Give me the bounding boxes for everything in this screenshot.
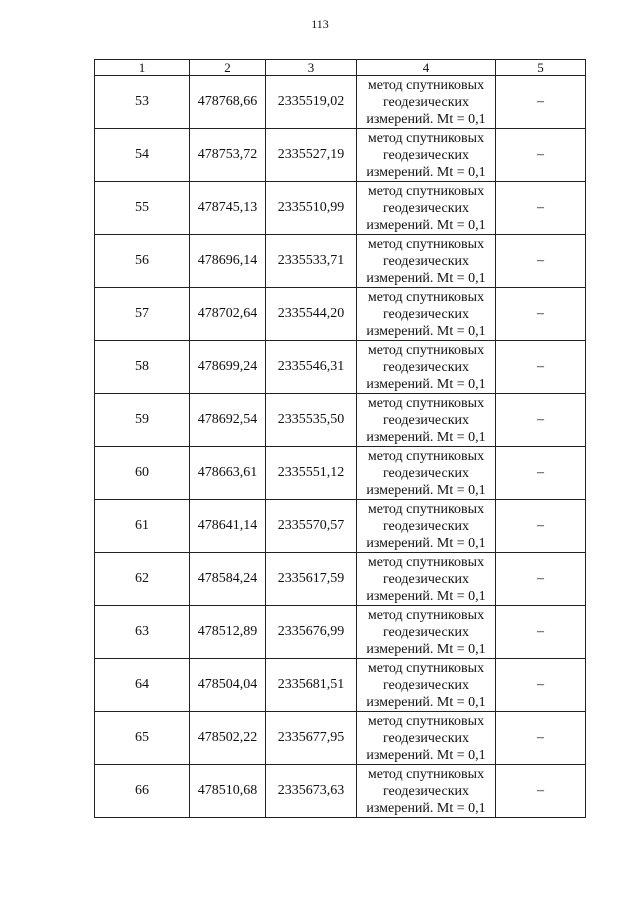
method-line-1: метод спутниковых [367, 766, 485, 782]
point-number: 59 [95, 394, 190, 447]
point-number: 60 [95, 447, 190, 500]
coordinate-y: 2335681,51 [266, 659, 357, 712]
method-line-3: измерений. Mt = 0,1 [366, 111, 486, 127]
coordinate-y: 2335535,50 [266, 394, 357, 447]
coordinate-x: 478699,24 [190, 341, 266, 394]
method-line-2: геодезических [382, 518, 469, 534]
method-description [357, 129, 496, 182]
note-cell: – [496, 606, 586, 659]
note-cell: – [496, 712, 586, 765]
table-row [95, 500, 586, 553]
point-number: 55 [95, 182, 190, 235]
method-line-2: геодезических [382, 253, 469, 269]
method-line-1: метод спутниковых [367, 448, 485, 464]
column-header-4: 4 [357, 60, 496, 76]
page-number: 113 [311, 17, 329, 31]
method-line-3: измерений. Mt = 0,1 [366, 164, 486, 180]
point-number: 61 [95, 500, 190, 553]
method-line-1: метод спутниковых [367, 501, 485, 517]
method-description [357, 394, 496, 447]
method-line-2: геодезических [382, 306, 469, 322]
note-cell: – [496, 447, 586, 500]
coordinate-y: 2335546,31 [266, 341, 357, 394]
point-number: 58 [95, 341, 190, 394]
method-line-2: геодезических [382, 783, 469, 799]
method-line-2: геодезических [382, 465, 469, 481]
point-number: 62 [95, 553, 190, 606]
coordinate-y: 2335677,95 [266, 712, 357, 765]
method-description [357, 606, 496, 659]
point-number: 56 [95, 235, 190, 288]
method-line-1: метод спутниковых [367, 130, 485, 146]
table-row [95, 712, 586, 765]
method-line-1: метод спутниковых [367, 660, 485, 676]
method-line-3: измерений. Mt = 0,1 [366, 800, 486, 816]
coordinate-x: 478753,72 [190, 129, 266, 182]
table-row [95, 288, 586, 341]
method-description [357, 659, 496, 712]
point-number: 63 [95, 606, 190, 659]
method-description [357, 76, 496, 129]
table-row [95, 76, 586, 129]
method-line-1: метод спутниковых [367, 607, 485, 623]
method-line-1: метод спутниковых [367, 289, 485, 305]
method-line-1: метод спутниковых [367, 554, 485, 570]
note-cell: – [496, 553, 586, 606]
coordinate-y: 2335544,20 [266, 288, 357, 341]
point-number: 54 [95, 129, 190, 182]
method-line-2: геодезических [382, 571, 469, 587]
coordinate-y: 2335673,63 [266, 765, 357, 818]
method-description [357, 553, 496, 606]
method-description [357, 500, 496, 553]
column-header-2: 2 [190, 60, 266, 76]
coordinate-x: 478745,13 [190, 182, 266, 235]
method-line-3: измерений. Mt = 0,1 [366, 270, 486, 286]
coordinate-y: 2335676,99 [266, 606, 357, 659]
method-line-1: метод спутниковых [367, 183, 485, 199]
note-cell: – [496, 129, 586, 182]
coordinate-x: 478512,89 [190, 606, 266, 659]
coordinate-x: 478702,64 [190, 288, 266, 341]
coordinate-y: 2335617,59 [266, 553, 357, 606]
method-line-1: метод спутниковых [367, 77, 485, 93]
note-cell: – [496, 659, 586, 712]
point-number: 65 [95, 712, 190, 765]
method-line-3: измерений. Mt = 0,1 [366, 535, 486, 551]
note-cell: – [496, 341, 586, 394]
point-number: 53 [95, 76, 190, 129]
method-line-3: измерений. Mt = 0,1 [366, 429, 486, 445]
note-cell: – [496, 288, 586, 341]
method-line-3: измерений. Mt = 0,1 [366, 482, 486, 498]
method-line-3: измерений. Mt = 0,1 [366, 588, 486, 604]
coordinates-table [94, 59, 586, 818]
coordinate-y: 2335570,57 [266, 500, 357, 553]
coordinate-x: 478696,14 [190, 235, 266, 288]
table-row [95, 235, 586, 288]
coordinate-x: 478584,24 [190, 553, 266, 606]
method-line-3: измерений. Mt = 0,1 [366, 747, 486, 763]
coordinate-y: 2335510,99 [266, 182, 357, 235]
method-line-1: метод спутниковых [367, 395, 485, 411]
method-line-3: измерений. Mt = 0,1 [366, 217, 486, 233]
method-line-2: геодезических [382, 624, 469, 640]
point-number: 64 [95, 659, 190, 712]
table-row [95, 765, 586, 818]
table-row [95, 394, 586, 447]
table-row [95, 341, 586, 394]
coordinate-x: 478663,61 [190, 447, 266, 500]
method-line-2: геодезических [382, 730, 469, 746]
method-line-2: геодезических [382, 359, 469, 375]
coordinate-x: 478768,66 [190, 76, 266, 129]
table-row [95, 659, 586, 712]
coordinate-y: 2335551,12 [266, 447, 357, 500]
note-cell: – [496, 500, 586, 553]
method-description [357, 765, 496, 818]
method-description [357, 712, 496, 765]
method-line-2: геодезических [382, 94, 469, 110]
method-line-3: измерений. Mt = 0,1 [366, 376, 486, 392]
table-row [95, 553, 586, 606]
note-cell: – [496, 182, 586, 235]
method-line-2: геодезических [382, 412, 469, 428]
coordinate-y: 2335527,19 [266, 129, 357, 182]
method-description [357, 447, 496, 500]
coordinate-x: 478510,68 [190, 765, 266, 818]
column-header-3: 3 [266, 60, 357, 76]
table-row [95, 182, 586, 235]
point-number: 66 [95, 765, 190, 818]
method-line-1: метод спутниковых [367, 342, 485, 358]
point-number: 57 [95, 288, 190, 341]
method-line-2: геодезических [382, 200, 469, 216]
note-cell: – [496, 394, 586, 447]
method-line-2: геодезических [382, 677, 469, 693]
table-row [95, 606, 586, 659]
method-description [357, 235, 496, 288]
note-cell: – [496, 765, 586, 818]
method-line-1: метод спутниковых [367, 236, 485, 252]
coordinate-y: 2335533,71 [266, 235, 357, 288]
coordinate-x: 478504,04 [190, 659, 266, 712]
method-description [357, 341, 496, 394]
method-description [357, 182, 496, 235]
table-body [95, 76, 586, 818]
method-line-3: измерений. Mt = 0,1 [366, 641, 486, 657]
note-cell: – [496, 76, 586, 129]
table-row [95, 129, 586, 182]
coordinate-y: 2335519,02 [266, 76, 357, 129]
table-header-row [95, 60, 586, 76]
method-line-2: геодезических [382, 147, 469, 163]
method-description [357, 288, 496, 341]
method-line-3: измерений. Mt = 0,1 [366, 694, 486, 710]
method-line-1: метод спутниковых [367, 713, 485, 729]
column-header-5: 5 [496, 60, 586, 76]
coordinate-x: 478692,54 [190, 394, 266, 447]
note-cell: – [496, 235, 586, 288]
column-header-1: 1 [95, 60, 190, 76]
method-line-3: измерений. Mt = 0,1 [366, 323, 486, 339]
table-row [95, 447, 586, 500]
coordinate-x: 478502,22 [190, 712, 266, 765]
coordinate-x: 478641,14 [190, 500, 266, 553]
